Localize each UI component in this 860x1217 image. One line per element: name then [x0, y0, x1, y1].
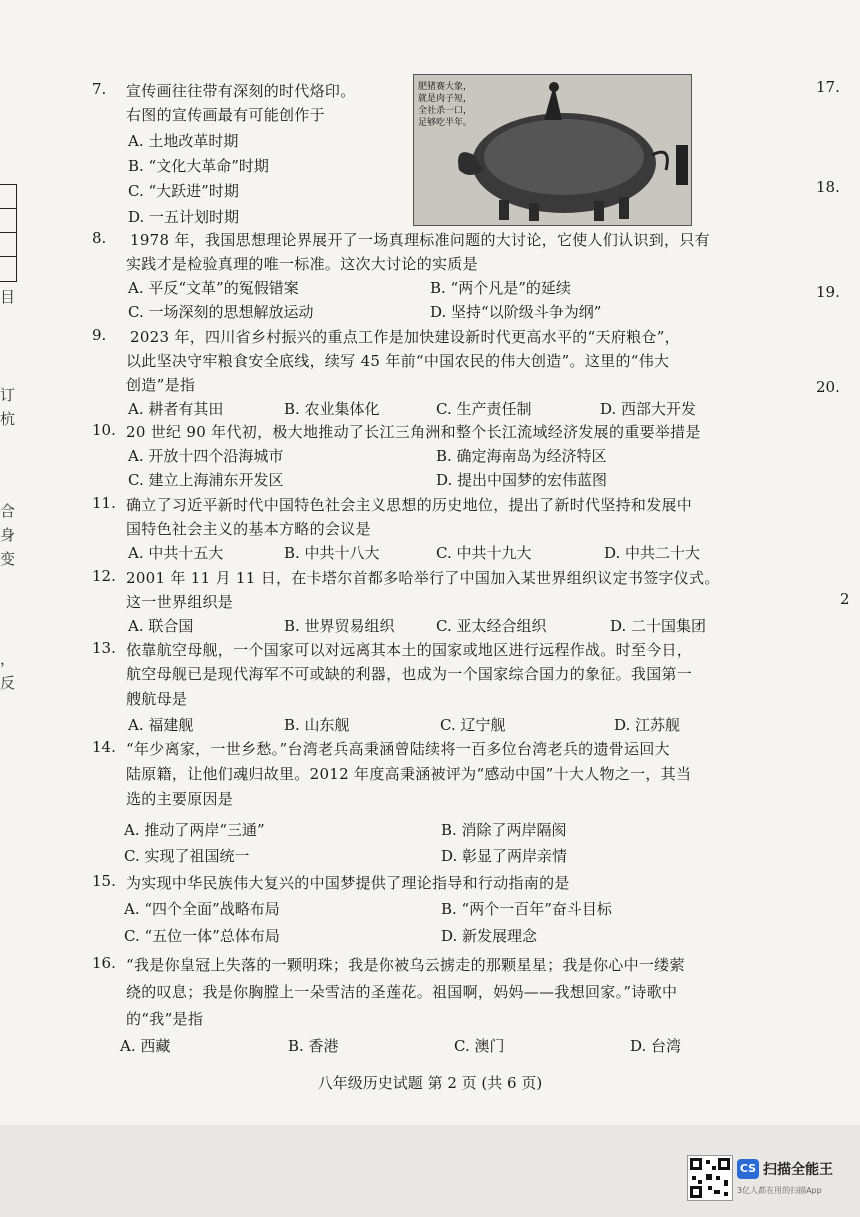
question-text: 2023 年，四川省乡村振兴的重点工作是加快建设新时代更高水平的“天府粮仓”，: [130, 328, 680, 346]
page-footer: 八年级历史试题 第 2 页 (共 6 页): [317, 1074, 543, 1092]
answer-option: B. “两个凡是”的延续: [430, 279, 571, 297]
question-text: 创造”是指: [126, 376, 196, 394]
scanner-app-name: 扫描全能王: [763, 1162, 833, 1178]
answer-option: B. “两个一百年”奋斗目标: [441, 900, 612, 918]
question-text: 2001 年 11 月 11 日，在卡塔尔首都多哈举行了中国加入某世界组织议定书签字仪式。: [126, 569, 720, 587]
scanner-tagline: 3亿人都在用的扫描App: [737, 1186, 822, 1195]
answer-option: B. 世界贸易组织: [284, 617, 395, 635]
answer-option: C. 实现了祖国统一: [124, 847, 250, 865]
answer-option: C. 建立上海浦东开发区: [128, 471, 284, 489]
margin-char: 身: [0, 526, 16, 544]
question-text: 艘航母是: [126, 690, 188, 708]
answer-option: B. 农业集体化: [284, 400, 380, 418]
next-page-edge: [810, 0, 860, 1125]
answer-option: D. 坚持“以阶级斗争为纲”: [430, 303, 602, 321]
question-number: 10.: [92, 421, 116, 439]
margin-char: ，: [0, 650, 16, 668]
question-text: 陆原籍，让他们魂归故里。2012 年度高秉涵被评为“感动中国”十大人物之一，其当: [126, 765, 692, 783]
camscanner-logo-icon: CS: [737, 1159, 759, 1179]
answer-option: C. 澳门: [454, 1037, 505, 1055]
poster-caption-line: 全社杀一口，: [418, 106, 473, 116]
margin-char: 订: [0, 386, 16, 404]
edge-number: 18.: [816, 178, 840, 196]
question-text: 实践才是检验真理的唯一标准。这次大讨论的实质是: [126, 255, 478, 273]
question-text: 1978 年，我国思想理论界展开了一场真理标准问题的大讨论，它使人们认识到，只有: [130, 231, 710, 249]
answer-option: D. 彰显了两岸亲情: [441, 847, 568, 865]
answer-option: B. 中共十八大: [284, 544, 380, 562]
answer-option: C. “五位一体”总体布局: [124, 927, 280, 945]
margin-char: 合: [0, 502, 16, 520]
question-text: 20 世纪 90 年代初，极大地推动了长江三角洲和整个长江流域经济发展的重要举措是: [126, 423, 701, 441]
answer-option: D. 二十国集团: [610, 617, 707, 635]
margin-char: 杭: [0, 410, 16, 428]
answer-option: A. 平反“文革”的冤假错案: [128, 279, 299, 297]
edge-number: 17.: [816, 78, 840, 96]
propaganda-poster-image: [413, 74, 692, 226]
question-text: 依靠航空母舰，一个国家可以对远离其本土的国家或地区进行远程作战。时至今日，: [126, 641, 693, 659]
question-text: 这一世界组织是: [126, 593, 234, 611]
question-number: 15.: [92, 872, 116, 890]
poster-caption-line: 肥猪赛大象，: [418, 82, 473, 92]
edge-number: 20.: [816, 378, 840, 396]
question-text: 选的主要原因是: [126, 790, 234, 808]
question-text: 右图的宣传画最有可能创作于: [126, 106, 325, 124]
answer-option: B. 确定海南岛为经济特区: [436, 447, 607, 465]
answer-option: A. “四个全面”战略布局: [124, 900, 280, 918]
poster-caption-line: 足够吃半年。: [418, 118, 473, 128]
answer-option: C. 亚太经合组织: [436, 617, 547, 635]
answer-option: C. 中共十九大: [436, 544, 532, 562]
poster-caption-line: 就是肉子短，: [418, 94, 473, 104]
edge-number: 19.: [816, 283, 840, 301]
answer-option: D. 江苏舰: [614, 716, 681, 734]
answer-option: D. 提出中国梦的宏伟蓝图: [436, 471, 608, 489]
question-text: 绕的叹息；我是你胸膛上一朵雪洁的圣莲花。祖国啊，妈妈——我想回家。”诗歌中: [126, 983, 678, 1001]
question-number: 14.: [92, 738, 116, 756]
question-number: 16.: [92, 954, 116, 972]
answer-option: C. 生产责任制: [436, 400, 532, 418]
answer-option: A. 中共十五大: [128, 544, 224, 562]
margin-char: 变: [0, 550, 16, 568]
question-number: 8.: [92, 229, 107, 247]
qr-code-icon: [687, 1155, 733, 1201]
question-text: 确立了习近平新时代中国特色社会主义思想的历史地位，提出了新时代坚持和发展中: [126, 496, 693, 514]
question-text: “我是你皇冠上失落的一颗明珠；我是你被乌云掳走的那颗星星；我是你心中一缕萦: [126, 956, 685, 974]
question-number: 9.: [92, 326, 107, 344]
question-number: 12.: [92, 567, 116, 585]
answer-option: A. 福建舰: [128, 716, 194, 734]
margin-char: 目: [0, 288, 16, 306]
answer-option: D. 中共二十大: [604, 544, 701, 562]
answer-option: B. 香港: [288, 1037, 339, 1055]
question-text: 以此坚决守牢粮食安全底线，续写 45 年前“中国农民的伟大创造”。这里的“伟大: [126, 352, 670, 370]
score-grid: [0, 184, 17, 282]
answer-option: D. 一五计划时期: [128, 208, 240, 226]
answer-option: C. 辽宁舰: [440, 716, 506, 734]
answer-option: D. 新发展理念: [441, 927, 538, 945]
answer-option: C. 一场深刻的思想解放运动: [128, 303, 314, 321]
answer-option: B. 消除了两岸隔阂: [441, 821, 567, 839]
question-text: 为实现中华民族伟大复兴的中国梦提供了理论指导和行动指南的是: [126, 874, 570, 892]
answer-option: A. 联合国: [128, 617, 194, 635]
question-text: 宣传画往往带有深刻的时代烙印。: [126, 82, 356, 100]
scanner-watermark: [687, 1155, 857, 1211]
answer-option: A. 土地改革时期: [128, 132, 239, 150]
answer-option: D. 台湾: [630, 1037, 682, 1055]
answer-option: A. 推动了两岸“三通”: [124, 821, 265, 839]
question-text: 国特色社会主义的基本方略的会议是: [126, 520, 371, 538]
edge-number: 2: [840, 590, 850, 608]
margin-char: 反: [0, 674, 16, 692]
answer-option: A. 耕者有其田: [128, 400, 224, 418]
question-text: 的“我”是指: [126, 1010, 204, 1028]
answer-option: B. 山东舰: [284, 716, 350, 734]
question-number: 11.: [92, 494, 116, 512]
answer-option: D. 西部大开发: [600, 400, 697, 418]
answer-option: C. “大跃进”时期: [128, 182, 239, 200]
binding-margin: [0, 0, 22, 1125]
question-number: 7.: [92, 80, 107, 98]
answer-option: A. 西藏: [120, 1037, 171, 1055]
answer-option: B. “文化大革命”时期: [128, 157, 269, 175]
answer-option: A. 开放十四个沿海城市: [128, 447, 284, 465]
question-number: 13.: [92, 639, 116, 657]
poster-caption: [418, 81, 472, 129]
question-text: 航空母舰已是现代海军不可或缺的利器，也成为一个国家综合国力的象征。我国第一: [126, 665, 693, 683]
question-text: “年少离家，一世乡愁。”台湾老兵高秉涵曾陆续将一百多位台湾老兵的遗骨运回大: [126, 740, 670, 758]
